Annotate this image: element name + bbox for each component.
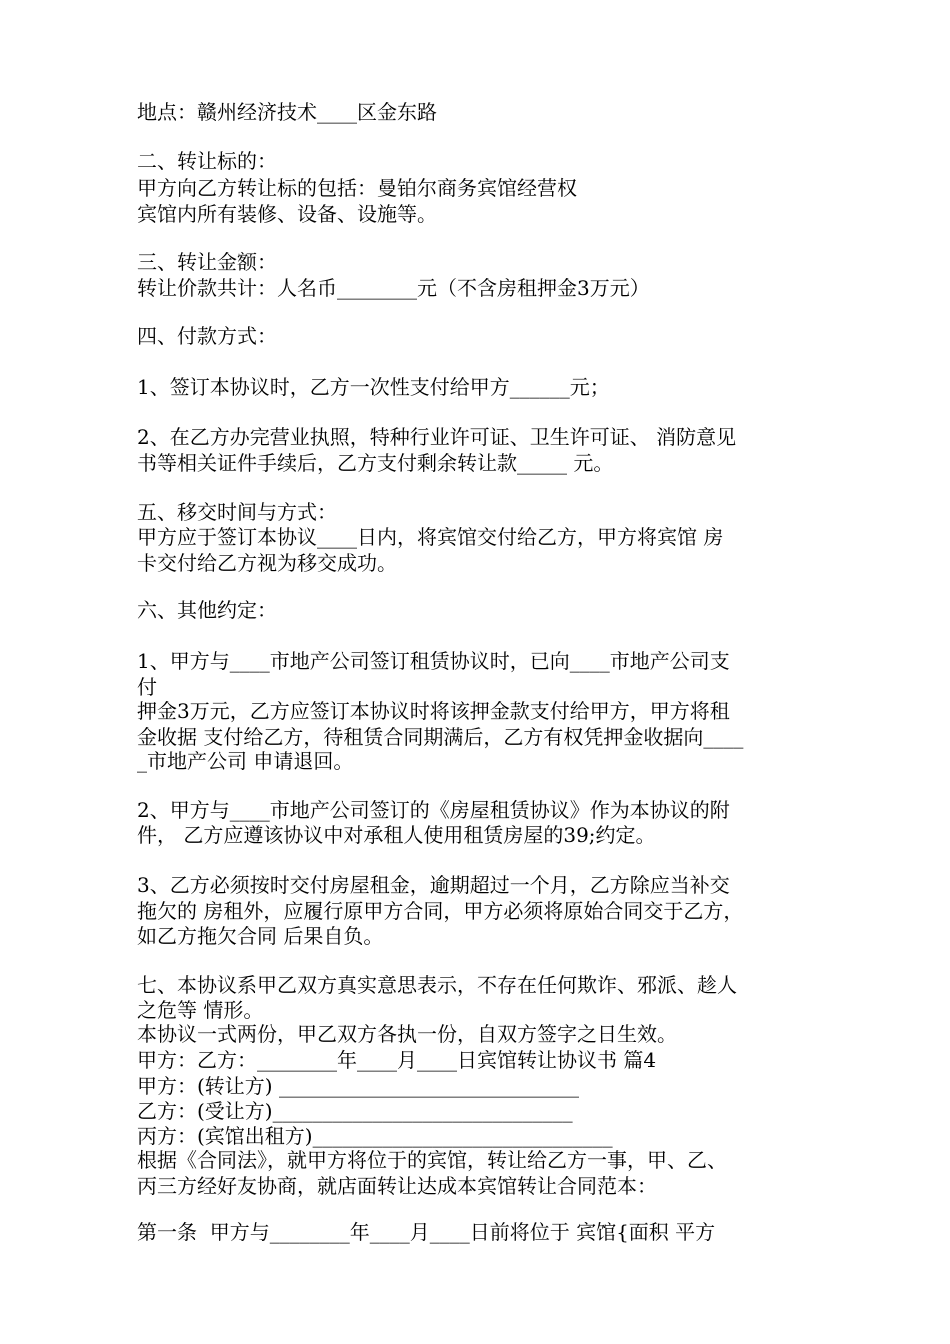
text-line: 卡交付给乙方视为移交成功。	[137, 551, 397, 575]
section-heading-payment: 四、付款方式：	[137, 324, 277, 348]
section-heading-handover: 五、移交时间与方式：	[137, 500, 337, 524]
text-line: 本协议一式两份，甲乙双方各执一份，自双方签字之日生效。	[137, 1022, 677, 1046]
text-line: 件， 乙方应遵该协议中对承租人使用租赁房屋的39;约定。	[137, 823, 656, 847]
text-line: 转让价款共计：人名币________元（不含房租押金3万元）	[137, 276, 650, 300]
text-line: 甲方应于签订本协议____日内，将宾馆交付给乙方，甲方将宾馆 房	[137, 525, 724, 549]
party-a-line: 甲方：(转让方) ______________________________	[137, 1074, 579, 1098]
section-heading-other-terms: 六、其他约定：	[137, 598, 277, 622]
article-one-line: 第一条 甲方与________年____月____日前将位于 宾馆{面积 平方	[137, 1220, 716, 1244]
text-line: 书等相关证件手续后，乙方支付剩余转让款_____ 元。	[137, 451, 614, 475]
text-line: 丙三方经好友协商，就店面转让达成本宾馆转让合同范本：	[137, 1174, 657, 1198]
section-heading-transfer-amount: 三、转让金额：	[137, 250, 277, 274]
text-line: 如乙方拖欠合同 后果自负。	[137, 924, 384, 948]
section-heading-seven: 七、本协议系甲乙双方真实意思表示，不存在任何欺诈、邪派、趁人	[137, 973, 737, 997]
text-line: 1、甲方与____市地产公司签订租赁协议时，已向____市地产公司支	[137, 649, 730, 673]
text-line-location: 地点：赣州经济技术____区金东路	[137, 100, 437, 124]
text-line: 拖欠的 房租外，应履行原甲方合同，甲方必须将原始合同交于乙方，	[137, 899, 744, 923]
text-line: 1、签订本协议时，乙方一次性支付给甲方______元；	[137, 375, 610, 399]
text-line: 之危等 情形。	[137, 998, 264, 1022]
text-line: 3、乙方必须按时交付房屋租金，逾期超过一个月，乙方除应当补交	[137, 873, 730, 897]
text-line: 宾馆内所有装修、设备、设施等。	[137, 202, 437, 226]
text-line: 甲方：乙方：________年____月____日宾馆转让协议书 篇4	[137, 1048, 657, 1072]
text-line: 押金3万元，乙方应签订本协议时将该押金款支付给甲方，甲方将租	[137, 699, 730, 723]
text-line: 2、在乙方办完营业执照，特种行业许可证、卫生许可证、 消防意见	[137, 425, 737, 449]
text-line: 甲方向乙方转让标的包括：曼铂尔商务宾馆经营权	[137, 176, 577, 200]
text-line: _市地产公司 申请退回。	[137, 749, 354, 773]
text-line: 根据《合同法》，就甲方将位于的宾馆，转让给乙方一事，甲、乙、	[137, 1148, 727, 1172]
party-b-line: 乙方：(受让方)______________________________	[137, 1099, 573, 1123]
party-c-line: 丙方：(宾馆出租方)______________________________	[137, 1124, 613, 1148]
text-line: 2、甲方与____市地产公司签订的《房屋租赁协议》作为本协议的附	[137, 798, 730, 822]
text-line: 金收据 支付给乙方，待租赁合同期满后，乙方有权凭押金收据向____	[137, 725, 744, 749]
section-heading-transfer-object: 二、转让标的：	[137, 149, 277, 173]
text-line: 付	[137, 675, 157, 699]
